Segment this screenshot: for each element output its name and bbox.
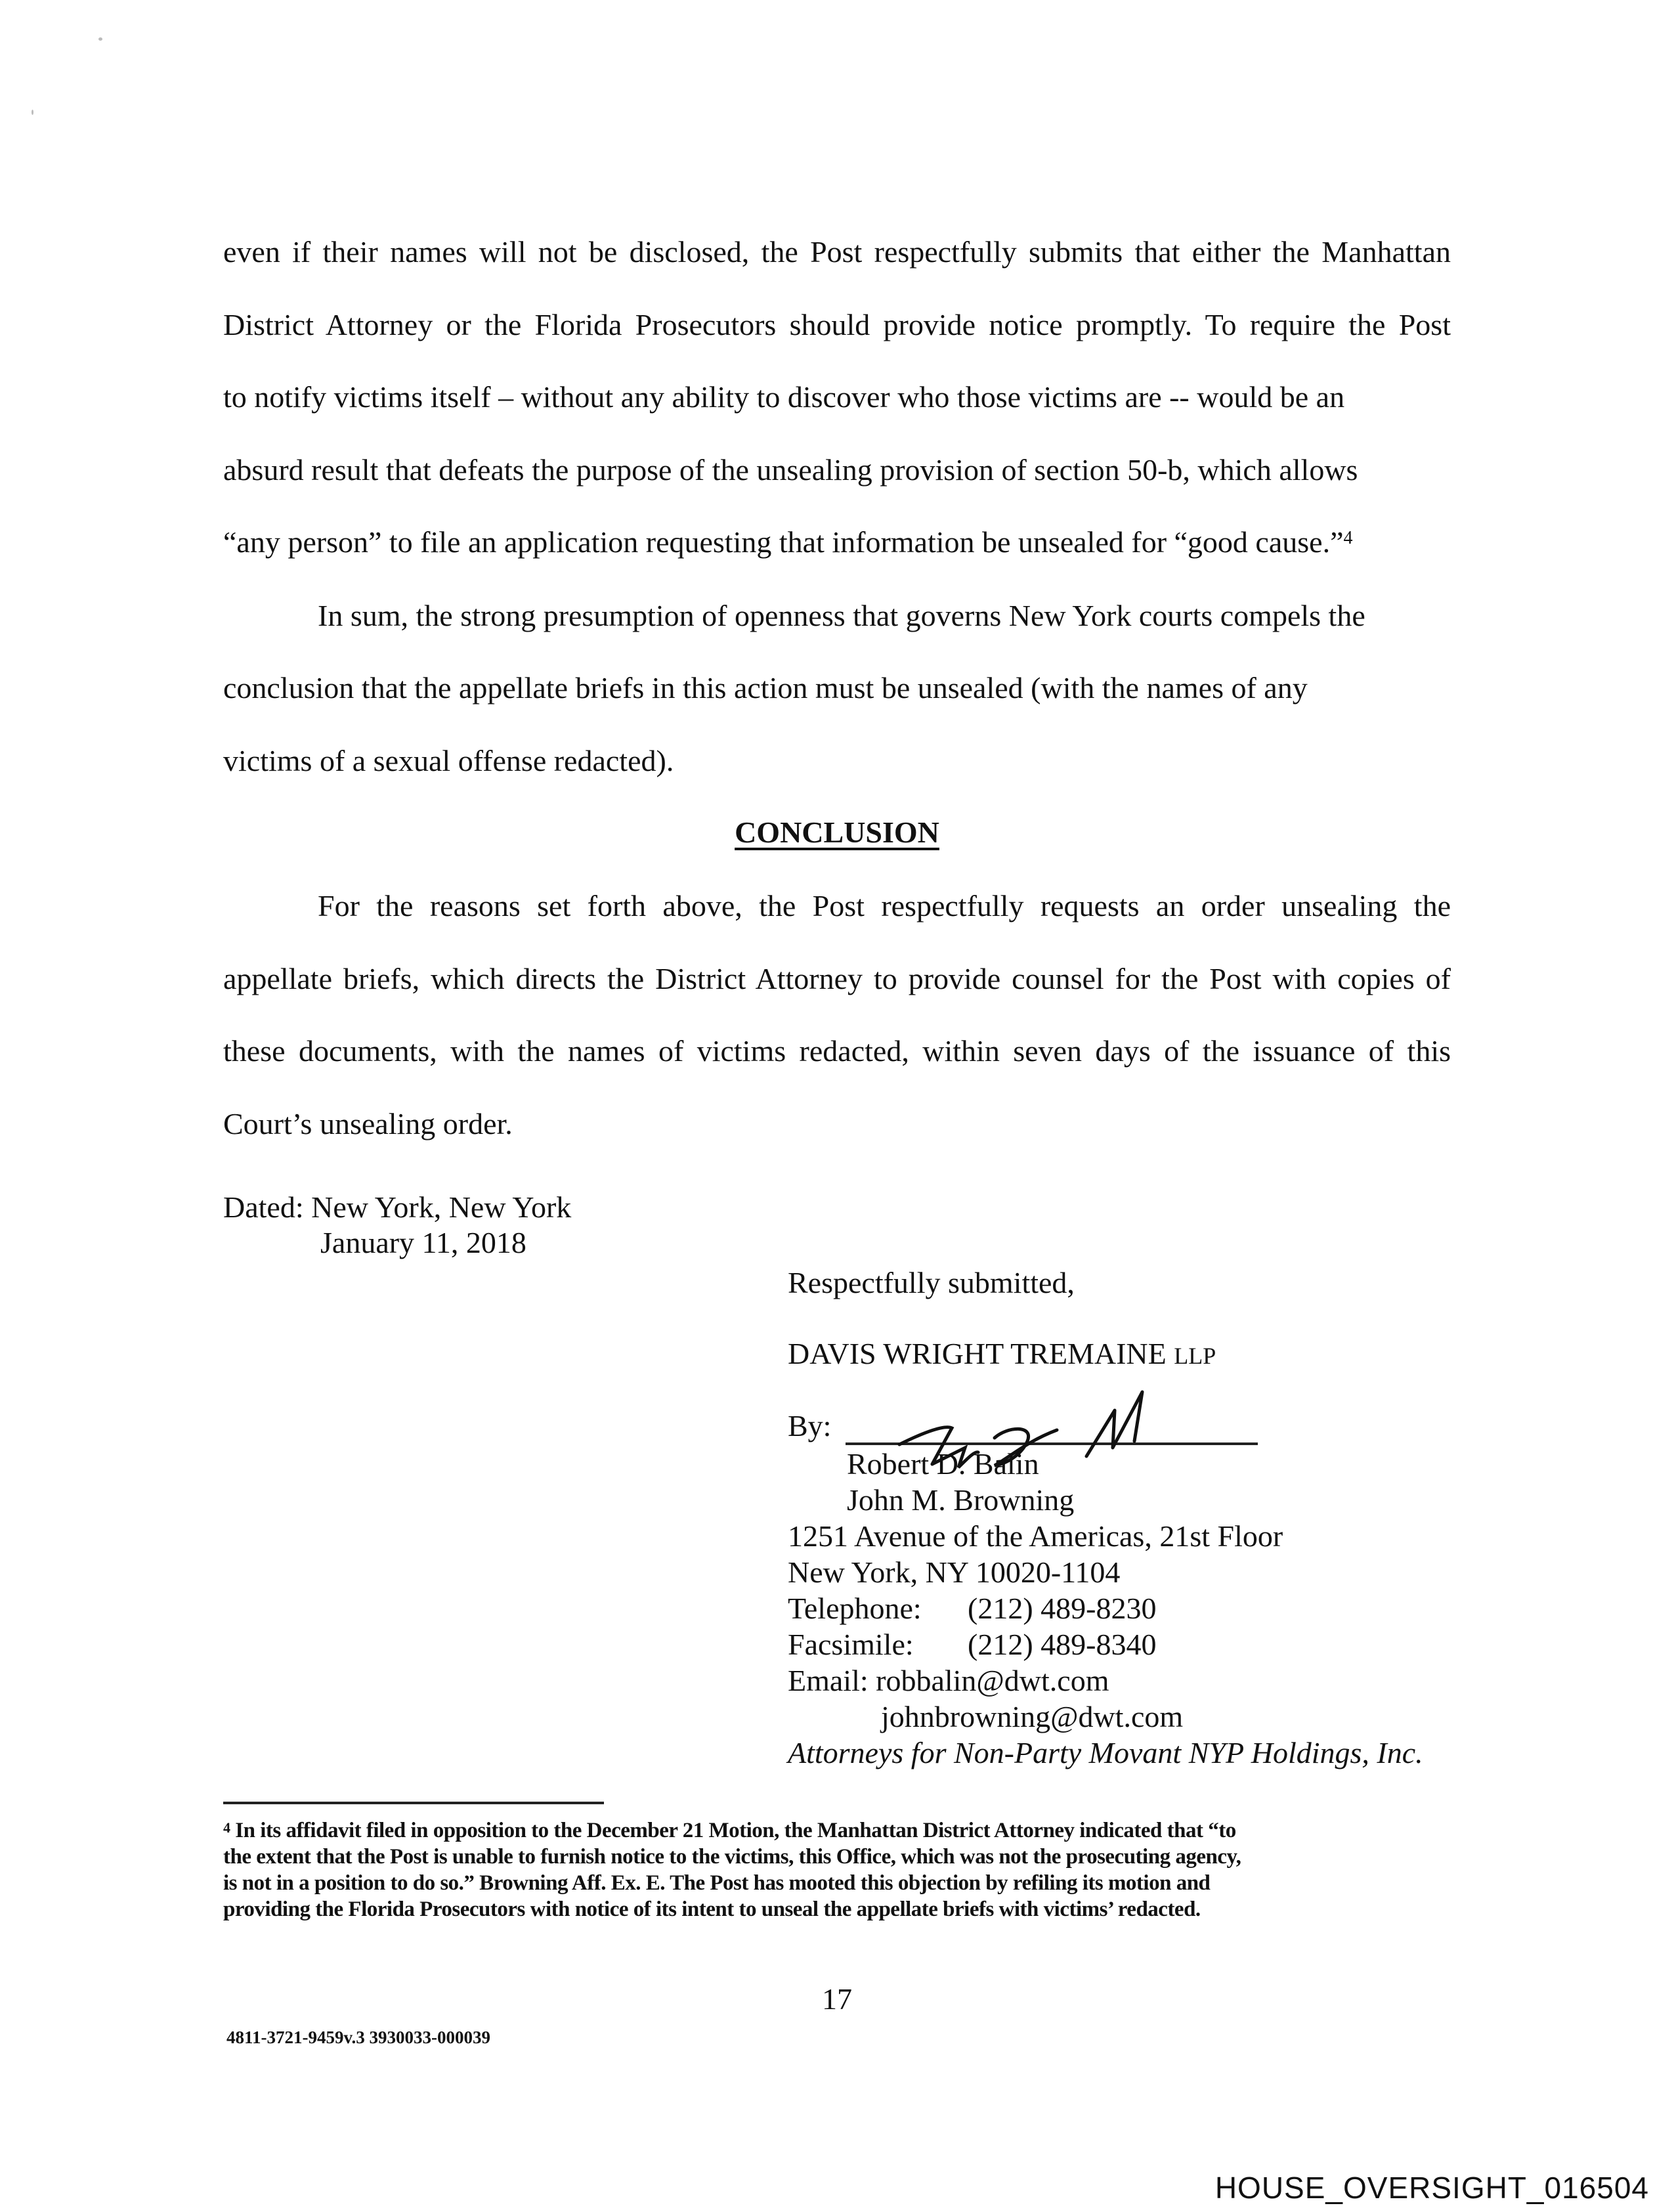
dated-line xyxy=(223,1190,571,1225)
address-line: 1251 Avenue of the Americas, 21st Floor xyxy=(788,1519,1283,1553)
body-line: appellate briefs, which directs the District Attorney to provide counsel for the Post with copies of xyxy=(223,962,1451,995)
page-number: 17 xyxy=(822,1982,852,2016)
bates-number: HOUSE_OVERSIGHT_016504 xyxy=(1214,2171,1649,2205)
conclusion-heading xyxy=(0,814,1674,851)
firm-suffix: LLP xyxy=(1174,1343,1216,1369)
facsimile-line xyxy=(788,1627,914,1662)
representation-line: Attorneys for Non-Party Movant NYP Holdings, Inc. xyxy=(788,1736,1423,1769)
body-line: to notify victims itself – without any ability to discover who those victims are -- would be an xyxy=(223,380,1345,414)
facsimile-label: Facsimile: xyxy=(788,1628,914,1661)
firm-name-text: DAVIS WRIGHT TREMAINE xyxy=(788,1337,1167,1370)
email-link[interactable]: johnbrowning@dwt.com xyxy=(881,1700,1184,1733)
footnote-line: the extent that the Post is unable to furnish notice to the victims, this Office, which was not the prosecuting agency, xyxy=(223,1845,1241,1869)
footnote-line: providing the Florida Prosecutors with notice of its intent to unseal the appellate briefs with victims’ redacted. xyxy=(223,1898,1201,1921)
body-line: conclusion that the appellate briefs in this action must be unsealed (with the names of any xyxy=(223,671,1308,705)
signer-name: John M. Browning xyxy=(847,1483,1075,1517)
body-line: victims of a sexual offense redacted). xyxy=(223,744,674,777)
footnote-line xyxy=(223,1817,1438,1844)
email-link[interactable]: robbalin@dwt.com xyxy=(876,1664,1109,1697)
telephone-line xyxy=(788,1591,922,1626)
body-line: In sum, the strong presumption of openness that governs New York courts compels the xyxy=(318,599,1365,632)
footnote-separator xyxy=(223,1802,604,1804)
dated-date: January 11, 2018 xyxy=(320,1226,526,1259)
conclusion-heading-text: CONCLUSION xyxy=(735,815,939,849)
by-label: By: xyxy=(788,1409,832,1442)
footnote-number: 4 xyxy=(223,1819,230,1836)
body-line: absurd result that defeats the purpose of the unsealing provision of section 50-b, which allows xyxy=(223,453,1358,487)
firm-name xyxy=(788,1336,1216,1374)
scan-speck xyxy=(98,37,102,41)
body-line-text: “any person” to file an application requesting that information be unsealed for “good cause.” xyxy=(223,525,1344,559)
telephone-number[interactable]: (212) 489-8230 xyxy=(968,1592,1157,1625)
scan-speck xyxy=(32,110,33,115)
telephone-label: Telephone: xyxy=(788,1592,922,1625)
body-line: District Attorney or the Florida Prosecutors should provide notice promptly. To require the Post xyxy=(223,308,1451,341)
dated-place: New York, New York xyxy=(311,1190,572,1224)
email-line xyxy=(788,1663,1109,1699)
body-line: For the reasons set forth above, the Post respectfully requests an order unsealing the xyxy=(318,889,1451,922)
email-label: Email: xyxy=(788,1664,869,1697)
footnote-line: is not in a position to do so.” Browning Aff. Ex. E. The Post has mooted this objection by refiling its motion and xyxy=(223,1871,1211,1895)
body-line: even if their names will not be disclosed, the Post respectfully submits that either the Manhattan xyxy=(223,235,1451,269)
dated-label: Dated: xyxy=(223,1190,304,1224)
address-line: New York, NY 10020-1104 xyxy=(788,1555,1121,1589)
document-id: 4811-3721-9459v.3 3930033-000039 xyxy=(226,2028,490,2047)
signer-name: Robert D. Balin xyxy=(847,1447,1039,1481)
closing-line: Respectfully submitted, xyxy=(788,1266,1075,1299)
body-line: these documents, with the names of victims redacted, within seven days of the issuance of this xyxy=(223,1034,1451,1068)
facsimile-number: (212) 489-8340 xyxy=(968,1628,1157,1661)
body-line-with-footnote-ref xyxy=(223,524,1451,561)
footnote-reference[interactable]: 4 xyxy=(1343,528,1353,548)
body-line: Court’s unsealing order. xyxy=(223,1107,513,1140)
footnote-text: In its affidavit filed in opposition to the December 21 Motion, the Manhattan District Attorney indicated that “to xyxy=(235,1819,1236,1842)
